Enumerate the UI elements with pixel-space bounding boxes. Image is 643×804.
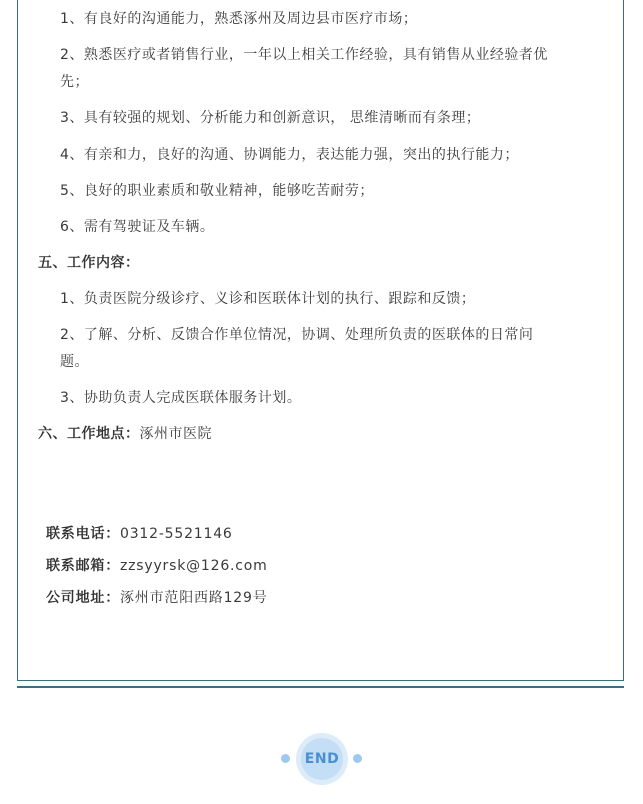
requirement-5: 5、良好的职业素质和敬业精神，能够吃苦耐劳； <box>60 183 374 199</box>
address-label: 公司地址： <box>46 590 120 606</box>
section6-row <box>38 424 212 444</box>
email-value[interactable]: zzsyyrsk@126.com <box>120 558 268 574</box>
requirement-3: 3、具有较强的规划、分析能力和创新意识， 思维清晰而有条理； <box>60 110 481 126</box>
frame-bottom-line <box>17 686 624 688</box>
end-circle-icon <box>296 733 348 785</box>
address-value: 涿州市范阳西路129号 <box>120 590 268 606</box>
address-row <box>46 588 268 608</box>
end-label: END <box>304 751 340 767</box>
end-inner-circle <box>301 738 343 780</box>
phone-row <box>46 524 233 544</box>
requirement-1: 1、有良好的沟通能力，熟悉涿州及周边县市医疗市场； <box>60 11 418 27</box>
left-dot-icon <box>281 754 290 763</box>
phone-value[interactable]: 0312-5521146 <box>120 526 233 542</box>
work-location: 涿州市医院 <box>139 426 212 442</box>
requirement-4: 4、有亲和力，良好的沟通、协调能力，表达能力强，突出的执行能力； <box>60 147 519 163</box>
requirement-2: 2、熟悉医疗或者销售行业，一年以上相关工作经验，具有销售从业经验者优 <box>60 47 548 63</box>
duty-3: 3、协助负责人完成医联体服务计划。 <box>60 390 302 406</box>
email-row <box>46 556 268 576</box>
phone-label: 联系电话： <box>46 526 120 542</box>
right-dot-icon <box>353 754 362 763</box>
section6-heading: 六、工作地点： <box>38 426 140 442</box>
duty-2: 2、了解、分析、反馈合作单位情况，协调、处理所负责的医联体的日常问 <box>60 327 534 343</box>
email-label: 联系邮箱： <box>46 558 120 574</box>
end-badge <box>0 733 643 785</box>
duty-2-cont: 题。 <box>60 354 89 370</box>
requirement-6: 6、需有驾驶证及车辆。 <box>60 219 215 235</box>
requirement-2-cont: 先； <box>60 74 89 90</box>
section5-heading: 五、工作内容： <box>38 255 140 271</box>
duty-1: 1、负责医院分级诊疗、义诊和医联体计划的执行、跟踪和反馈； <box>60 291 476 307</box>
